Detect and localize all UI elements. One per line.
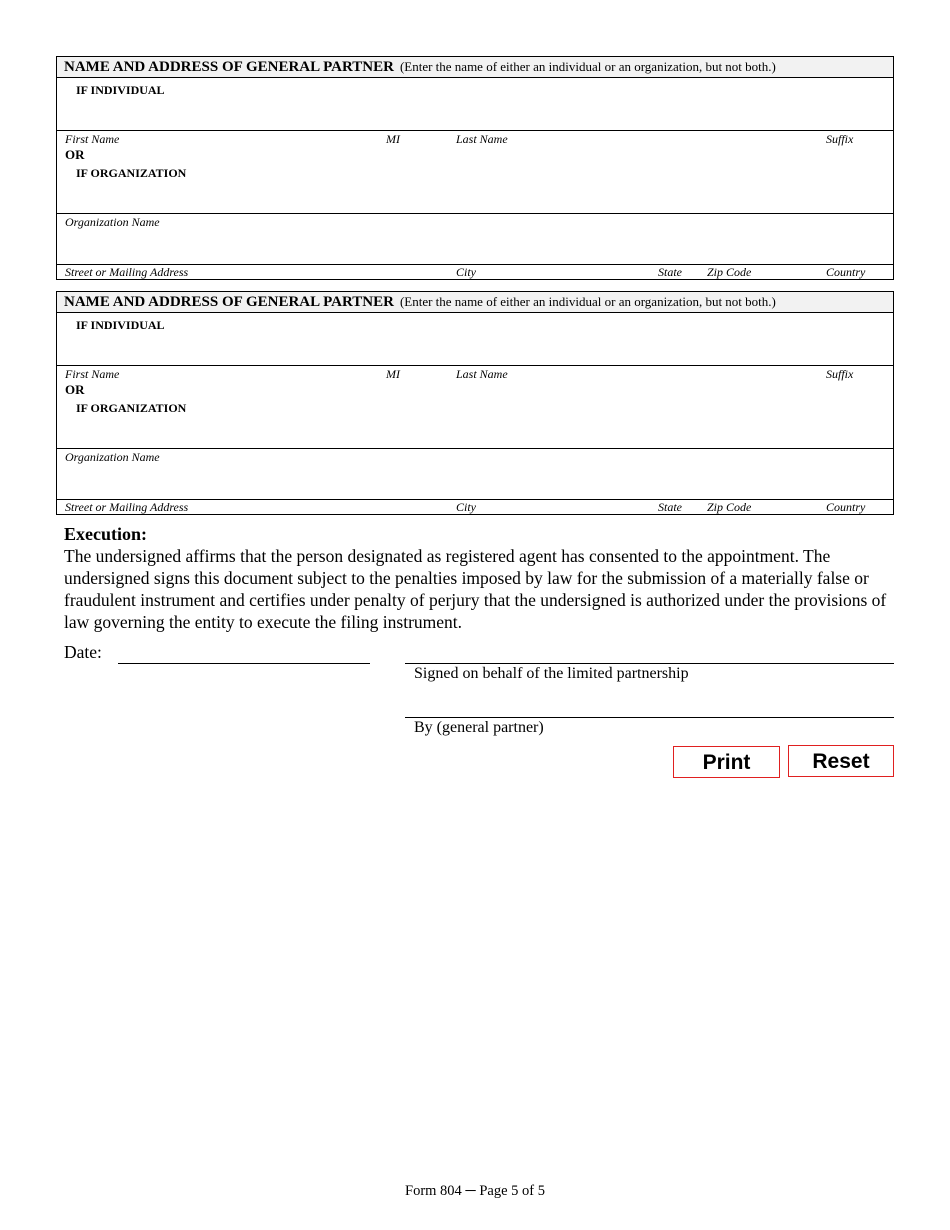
or-label: OR bbox=[65, 147, 85, 162]
if-organization-label: IF ORGANIZATION bbox=[76, 166, 187, 180]
signed-on-behalf-label: Signed on behalf of the limited partnership bbox=[414, 665, 689, 682]
section-title: NAME AND ADDRESS OF GENERAL PARTNER bbox=[64, 59, 394, 75]
page-footer: Form 804 ─ Page 5 of 5 bbox=[405, 1183, 545, 1199]
section-note: (Enter the name of either an individual or an organization, but not both.) bbox=[399, 59, 776, 74]
if-organization-label: IF ORGANIZATION bbox=[76, 401, 187, 415]
organization-name-label: Organization Name bbox=[65, 450, 160, 464]
section-header bbox=[57, 292, 893, 313]
date-label: Date: bbox=[64, 642, 102, 662]
suffix-label: Suffix bbox=[826, 367, 854, 381]
section-title: NAME AND ADDRESS OF GENERAL PARTNER bbox=[64, 294, 394, 310]
execution-text: The undersigned affirms that the person designated as registered agent has consented to the appointment. The undersigned signs this document subject to the penalties imposed by law for the submission of a materially false or fraudulent instrument and certifies under penalty of perjury that the undersigned is authorized under the provisions of law governing the entity to execute the filing instrument. bbox=[64, 546, 887, 632]
last-name-label: Last Name bbox=[456, 132, 508, 146]
reset-button[interactable]: Reset bbox=[788, 745, 894, 777]
divider bbox=[57, 213, 893, 214]
general-partner-section-2 bbox=[56, 291, 894, 515]
street-label: Street or Mailing Address bbox=[65, 500, 189, 514]
last-name-label: Last Name bbox=[456, 367, 508, 381]
by-general-partner-label: By (general partner) bbox=[414, 719, 544, 736]
divider bbox=[57, 130, 893, 131]
suffix-label: Suffix bbox=[826, 132, 854, 146]
divider bbox=[57, 448, 893, 449]
street-label: Street or Mailing Address bbox=[65, 265, 189, 279]
mi-label: MI bbox=[386, 367, 400, 381]
mi-label: MI bbox=[386, 132, 400, 146]
section-note: (Enter the name of either an individual or an organization, but not both.) bbox=[399, 294, 776, 309]
or-label: OR bbox=[65, 382, 85, 397]
country-label: Country bbox=[826, 500, 866, 514]
state-label: State bbox=[658, 500, 682, 514]
if-individual-label: IF INDIVIDUAL bbox=[76, 83, 165, 97]
zip-code-label: Zip Code bbox=[707, 265, 752, 279]
organization-name-label: Organization Name bbox=[65, 215, 160, 229]
first-name-label: First Name bbox=[65, 132, 120, 146]
general-partner-line[interactable] bbox=[405, 717, 894, 718]
city-label: City bbox=[456, 265, 476, 279]
first-name-label: First Name bbox=[65, 367, 120, 381]
date-line[interactable] bbox=[118, 663, 370, 664]
print-button[interactable]: Print bbox=[673, 746, 780, 778]
divider bbox=[57, 365, 893, 366]
if-individual-label: IF INDIVIDUAL bbox=[76, 318, 165, 332]
zip-code-label: Zip Code bbox=[707, 500, 752, 514]
execution-title: Execution: bbox=[64, 524, 147, 544]
country-label: Country bbox=[826, 265, 866, 279]
section-header bbox=[57, 57, 893, 78]
state-label: State bbox=[658, 265, 682, 279]
general-partner-section-1 bbox=[56, 56, 894, 280]
signature-line[interactable] bbox=[405, 663, 894, 664]
city-label: City bbox=[456, 500, 476, 514]
